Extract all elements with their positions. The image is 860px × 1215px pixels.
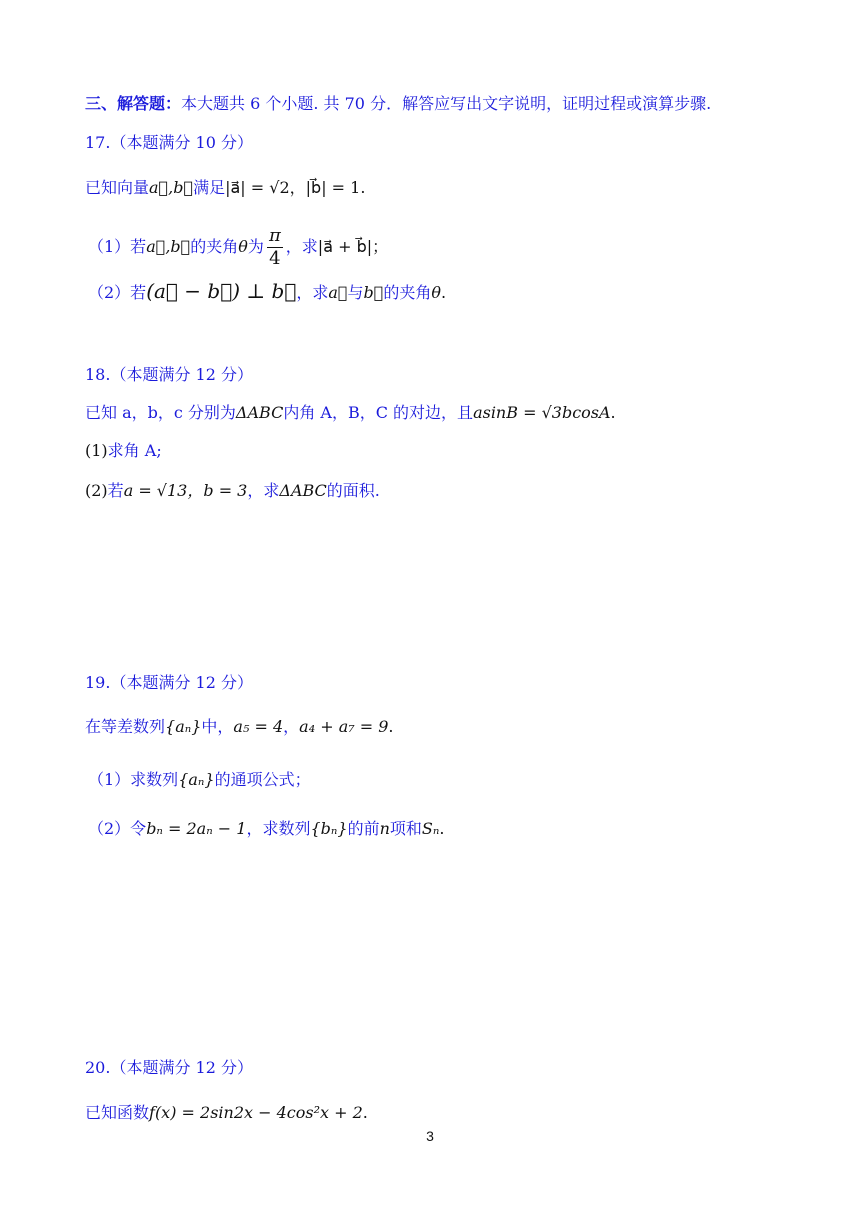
q17-p1-expression: |a⃗ + b⃗| — [317, 237, 373, 256]
q19-part2 — [88, 818, 444, 840]
q18-stem-triangle: ΔABC — [235, 403, 284, 422]
q19-p2-sequence: {bₙ} — [310, 819, 348, 838]
q18-p1-label: (1) — [85, 441, 108, 460]
section-heading: 三、解答题： — [85, 94, 182, 113]
q19-stem-mid: 中， — [201, 717, 234, 736]
q17-p2-theta: θ — [431, 283, 441, 302]
q18-p2-label: (2) — [85, 481, 108, 500]
q19-stem-prefix: 在等差数列 — [85, 717, 166, 736]
q18-p2-prefix: 若 — [107, 481, 124, 500]
q19-p1-sequence: {aₙ} — [178, 770, 215, 789]
q17-p1-label: （1）若 — [88, 237, 147, 256]
q19-p1-label: （1）求数列 — [88, 770, 179, 789]
q19-p2-definition: bₙ = 2aₙ − 1 — [146, 819, 247, 838]
q19-p1-end: 的通项公式； — [214, 770, 311, 789]
q18-stem — [85, 402, 616, 424]
q18-part1 — [85, 440, 162, 462]
q17-stem-end: . — [360, 178, 366, 197]
q19-p2-sum: Sₙ — [421, 819, 440, 838]
q17-p1-mid2: 为 — [247, 237, 264, 256]
q18-title: 18.（本题满分 12 分） — [85, 365, 253, 384]
q19-stem — [85, 716, 394, 738]
section-instructions: 本大题共 6 个小题. 共 70 分．解答应写出文字说明，证明过程或演算步骤. — [181, 94, 712, 113]
q19-stem-condition1: a₅ = 4 — [233, 717, 284, 736]
q17-p2-condition: (a⃗ − b⃗) ⊥ b⃗ — [146, 279, 297, 303]
q17-p2-mid3: 的夹角 — [383, 283, 432, 302]
q17-p1-end: ； — [372, 237, 389, 256]
q18-p2-mid: ，求 — [247, 481, 280, 500]
q20-stem-prefix: 已知函数 — [85, 1103, 150, 1122]
q17-title: 17.（本题满分 10 分） — [85, 133, 253, 152]
q18-p2-triangle: ΔABC — [279, 481, 327, 500]
q18-stem-prefix: 已知 a，b，c 分别为 — [85, 403, 236, 422]
q17-part1 — [88, 223, 388, 271]
q17-stem-prefix: 已知向量 — [85, 178, 150, 197]
q19-p2-mid2: 的前 — [347, 819, 380, 838]
q18-stem-end: . — [610, 403, 616, 422]
q19-p2-label: （2）令 — [88, 819, 147, 838]
q20-title: 20.（本题满分 12 分） — [85, 1058, 253, 1077]
q19-stem-sep: ， — [283, 717, 300, 736]
q19-title: 19.（本题满分 12 分） — [85, 673, 253, 692]
q18-part2 — [85, 480, 380, 502]
q19-stem-condition2: a₄ + a₇ = 9 — [299, 717, 389, 736]
q18-stem-condition: asinB = √3bcosA — [473, 403, 611, 422]
q20-stem-end: . — [362, 1103, 368, 1122]
q19-stem-sequence: {aₙ} — [165, 717, 202, 736]
q17-p1-mid3: ，求 — [285, 237, 318, 256]
q19-p2-mid3: 项和 — [389, 819, 422, 838]
fraction-numerator: π — [268, 225, 281, 246]
q19-p2-end: . — [439, 819, 445, 838]
q17-part2 — [88, 280, 446, 304]
q17-p1-mid: 的夹角 — [190, 237, 239, 256]
section-header — [85, 93, 711, 115]
q17-p2-label: （2）若 — [88, 283, 147, 302]
q18-p2-condition: a = √13，b = 3 — [123, 481, 248, 500]
q17-p1-theta: θ — [238, 237, 248, 256]
q17-p2-vector-b: b⃗ — [363, 283, 384, 302]
q19-part1 — [88, 769, 311, 791]
q17-stem — [85, 177, 365, 199]
q18-stem-mid: 内角 A，B，C 的对边，且 — [283, 403, 474, 422]
q17-p2-mid2: 与 — [347, 283, 364, 302]
q18-p2-end: 的面积. — [326, 481, 380, 500]
q17-p2-mid: ，求 — [296, 283, 329, 302]
q17-p1-vectors: a⃗,b⃗ — [146, 237, 191, 256]
q19-stem-end: . — [388, 717, 394, 736]
q17-p2-vector-a: a⃗ — [328, 283, 348, 302]
q19-p2-mid: ，求数列 — [246, 819, 311, 838]
q18-p1-text: 求角 A; — [107, 441, 162, 460]
q17-stem-vectors: a⃗,b⃗ — [149, 178, 194, 197]
q19-p2-n: n — [379, 819, 390, 838]
q20-stem-function: f(x) = 2sin2x − 4cos²x + 2 — [149, 1103, 363, 1122]
fraction-denominator: 4 — [269, 248, 281, 269]
q17-p2-end: . — [441, 283, 447, 302]
q17-stem-condition: |a⃗| = √2，|b⃗| = 1 — [225, 178, 361, 197]
q17-stem-mid: 满足 — [193, 178, 226, 197]
page-number: 3 — [426, 1128, 434, 1144]
q17-p1-fraction — [267, 225, 283, 270]
q20-stem — [85, 1102, 368, 1124]
